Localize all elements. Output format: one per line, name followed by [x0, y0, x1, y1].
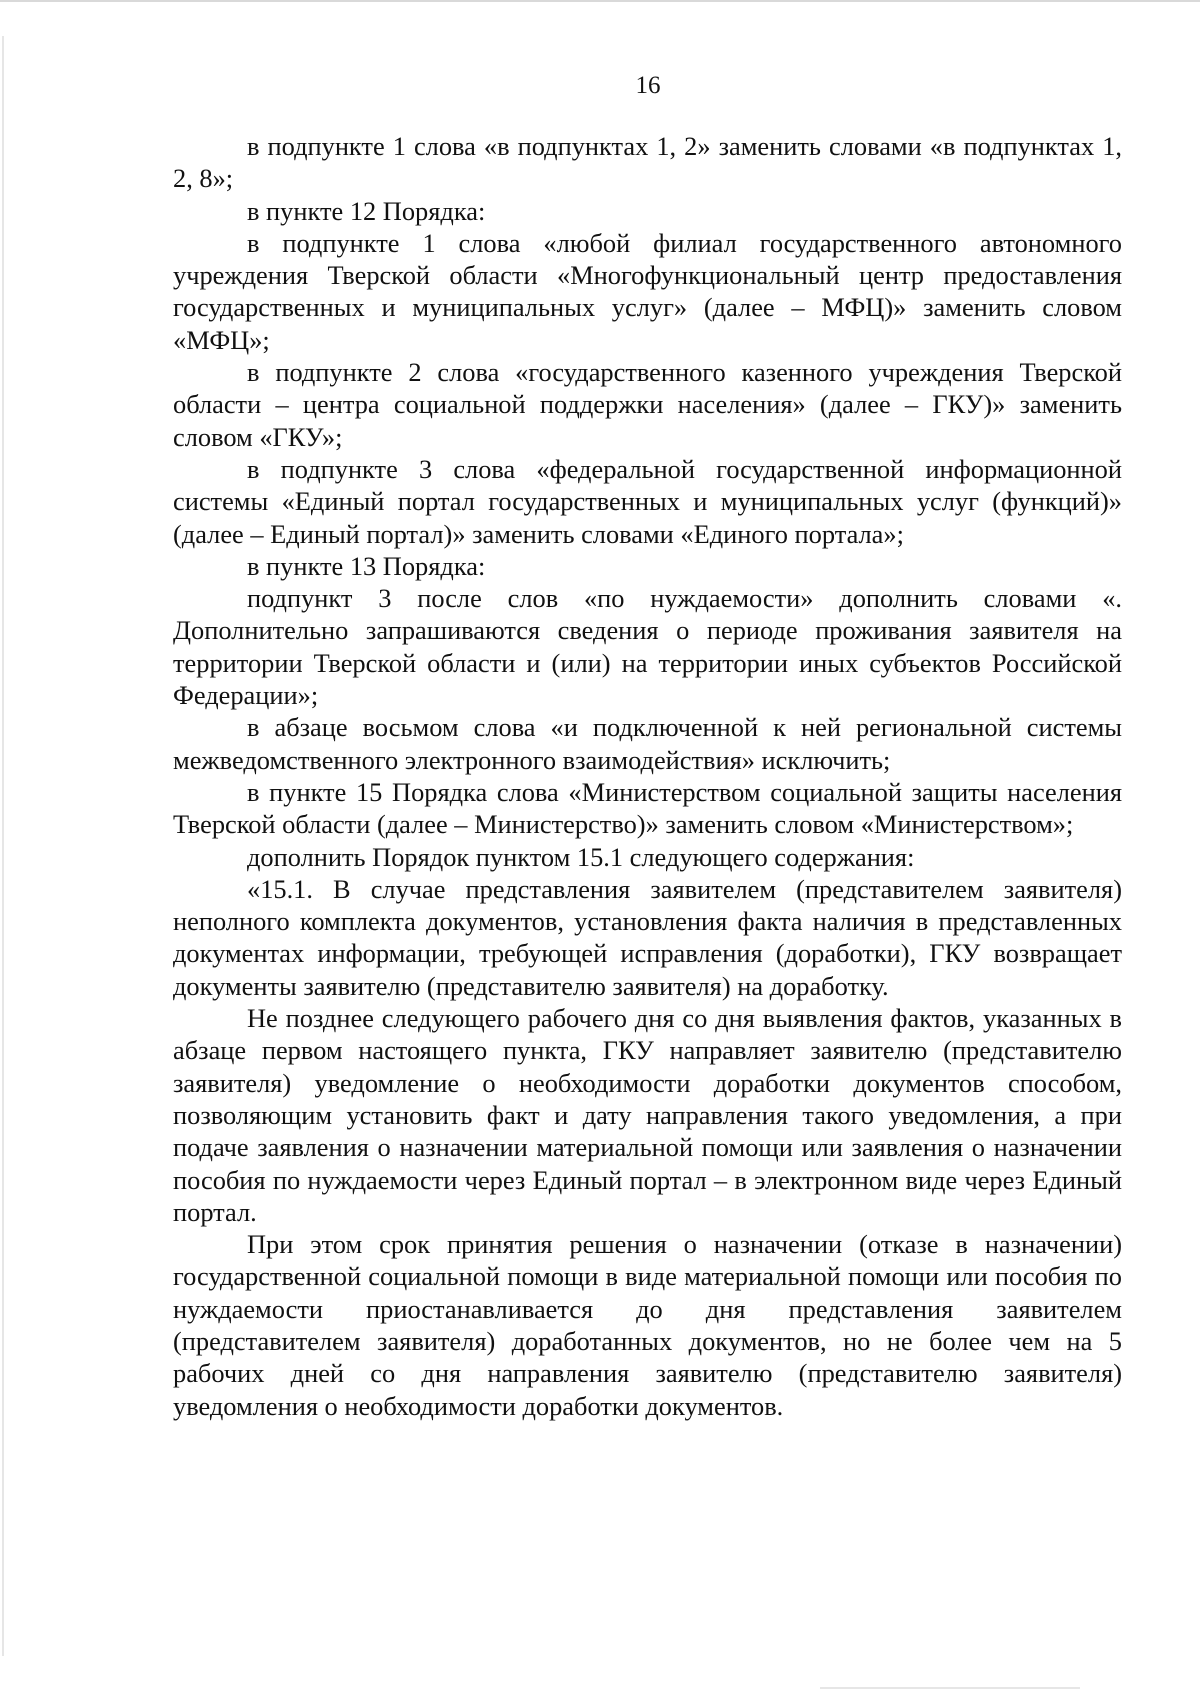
- paragraph: «15.1. В случае представления заявителем (представителем заявителя) неполного комплекта документов, установления факта наличия в представленных документах информации, требующей исправления (доработки), ГКУ возвращает документы заявителю (представителю заявителя) на доработку.: [173, 873, 1122, 1001]
- paragraph: в подпункте 1 слова «любой филиал государственного автономного учреждения Тверской области «Многофункциональный центр предоставления государственных и муниципальных услуг» (далее – МФЦ)» заменить словом «МФЦ»;: [173, 227, 1122, 355]
- paragraph: При этом срок принятия решения о назначении (отказе в назначении) государственной социальной помощи в виде материальной помощи или пособия по нуждаемости приостанавливается до дня представления заявителем (представителем заявителя) доработанных документов, но не более чем на 5 рабочих дней со дня направления заявителю (представителю заявителя) уведомления о необходимости доработки документов.: [173, 1229, 1122, 1421]
- paragraph: в пункте 13 Порядка:: [247, 550, 486, 581]
- paragraph: Не позднее следующего рабочего дня со дня выявления фактов, указанных в абзаце первом настоящего пункта, ГКУ направляет заявителю (представителю заявителя) уведомление о необходимости доработки документов способом, позволяющим установить факт и дату направления такого уведомления, а при подаче заявления о назначении материальной помощи или заявления о назначении пособия по нуждаемости через Единый портал – в электронном виде через Единый портал.: [173, 1003, 1122, 1227]
- paragraph: в пункте 12 Порядка:: [247, 195, 486, 226]
- document-body: [173, 130, 1122, 1422]
- paragraph: в подпункте 1 слова «в подпунктах 1, 2» заменить словами «в подпунктах 1, 2, 8»;: [173, 131, 1122, 194]
- paragraph: в пункте 15 Порядка слова «Министерством социальной защиты населения Тверской области (далее – Министерство)» заменить словом «Министерством»;: [173, 776, 1122, 840]
- paragraph: дополнить Порядок пунктом 15.1 следующего содержания:: [247, 841, 915, 872]
- scan-edge-top: [0, 0, 1200, 2]
- paragraph: в абзаце восьмом слова «и подключенной к ней региональной системы межведомственного электронного взаимодействия» исключить;: [173, 712, 1122, 775]
- scan-edge-bottom: [820, 1687, 1080, 1689]
- paragraph: подпункт 3 после слов «по нуждаемости» дополнить словами «. Дополнительно запрашиваются сведения о периоде проживания заявителя на территории Тверской области и (или) на территории иных субъектов Российской Федерации»;: [173, 583, 1122, 711]
- paragraph: в подпункте 2 слова «государственного казенного учреждения Тверской области – центра социальной поддержки населения» (далее – ГКУ)» заменить словом «ГКУ»;: [173, 357, 1122, 452]
- scan-edge-left: [2, 36, 4, 1656]
- paragraph: в подпункте 3 слова «федеральной государственной информационной системы «Единый портал государственных и муниципальных услуг (функций)» (далее – Единый портал)» заменить словами «Единого портала»;: [173, 453, 1122, 549]
- page-number: 16: [635, 72, 661, 99]
